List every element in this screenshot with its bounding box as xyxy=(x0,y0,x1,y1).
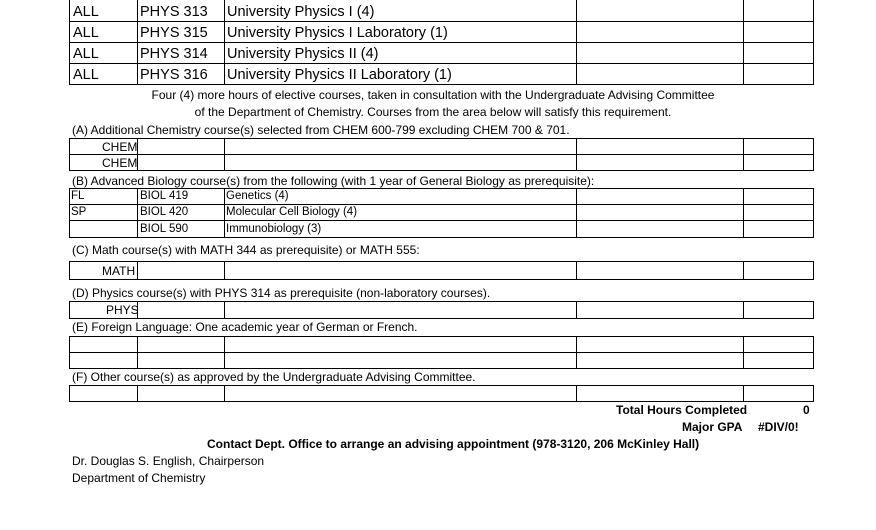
contact-note: Contact Dept. Office to arrange an advising appointment (978-3120, 206 McKinley Hall) xyxy=(207,437,700,451)
section-a-subject: CHEM xyxy=(102,156,138,170)
physics-course: PHYS 313 xyxy=(140,4,208,20)
department-name: Department of Chemistry xyxy=(72,471,206,485)
section-b-heading: (B) Advanced Biology course(s) from the following (with 1 year of General Biology as prerequisite): xyxy=(72,174,595,188)
section-c-heading: (C) Math course(s) with MATH 344 as prerequisite) or MATH 555: xyxy=(72,243,420,257)
total-hours-label: Total Hours Completed xyxy=(616,403,748,417)
section-b-term: FL xyxy=(71,190,85,202)
chairperson-name: Dr. Douglas S. English, Chairperson xyxy=(72,454,265,468)
section-d-subject: PHYS xyxy=(106,303,139,317)
physics-course: PHYS 316 xyxy=(140,67,208,83)
physics-title: University Physics I Laboratory (1) xyxy=(227,25,448,41)
section-b-course: BIOL 419 xyxy=(140,190,189,202)
total-hours-value: 0 xyxy=(803,403,810,417)
major-gpa-label: Major GPA xyxy=(682,420,743,434)
section-a-subject: CHEM xyxy=(102,140,138,154)
section-b-title: Molecular Cell Biology (4) xyxy=(226,206,358,218)
section-b-course: BIOL 420 xyxy=(140,206,189,218)
section-a-table xyxy=(69,138,814,171)
physics-title: University Physics II Laboratory (1) xyxy=(227,67,452,83)
section-f-heading: (F) Other course(s) as approved by the Undergraduate Advising Committee. xyxy=(72,370,476,384)
elective-note-line2: of the Department of Chemistry. Courses from the area below will satisfy this requirement. xyxy=(194,105,672,119)
section-b-title: Genetics (4) xyxy=(226,190,289,202)
section-c-subject: MATH xyxy=(102,264,136,278)
section-d-heading: (D) Physics course(s) with PHYS 314 as prerequisite (non-laboratory courses). xyxy=(72,286,491,300)
physics-course: PHYS 314 xyxy=(140,46,208,62)
physics-term: ALL xyxy=(73,67,99,83)
major-gpa-value: #DIV/0! xyxy=(758,420,799,434)
physics-course: PHYS 315 xyxy=(140,25,208,41)
elective-note-line1: Four (4) more hours of elective courses, taken in consultation with the Undergraduate Advising Committee xyxy=(151,88,715,102)
section-e-table xyxy=(69,336,814,369)
section-b-title: Immunobiology (3) xyxy=(226,223,322,235)
physics-term: ALL xyxy=(73,4,99,20)
section-b-term: SP xyxy=(71,206,87,218)
section-c-table xyxy=(69,261,814,280)
section-b-course: BIOL 590 xyxy=(140,223,189,235)
section-f-table xyxy=(69,385,814,402)
section-e-heading: (E) Foreign Language: One academic year of German or French. xyxy=(72,320,418,334)
physics-title: University Physics II (4) xyxy=(227,46,379,62)
section-d-table xyxy=(69,301,814,319)
physics-term: ALL xyxy=(73,46,99,62)
physics-term: ALL xyxy=(73,25,99,41)
physics-title: University Physics I (4) xyxy=(227,4,375,20)
section-a-heading: (A) Additional Chemistry course(s) selected from CHEM 600-799 excluding CHEM 700 & 701. xyxy=(72,123,570,137)
